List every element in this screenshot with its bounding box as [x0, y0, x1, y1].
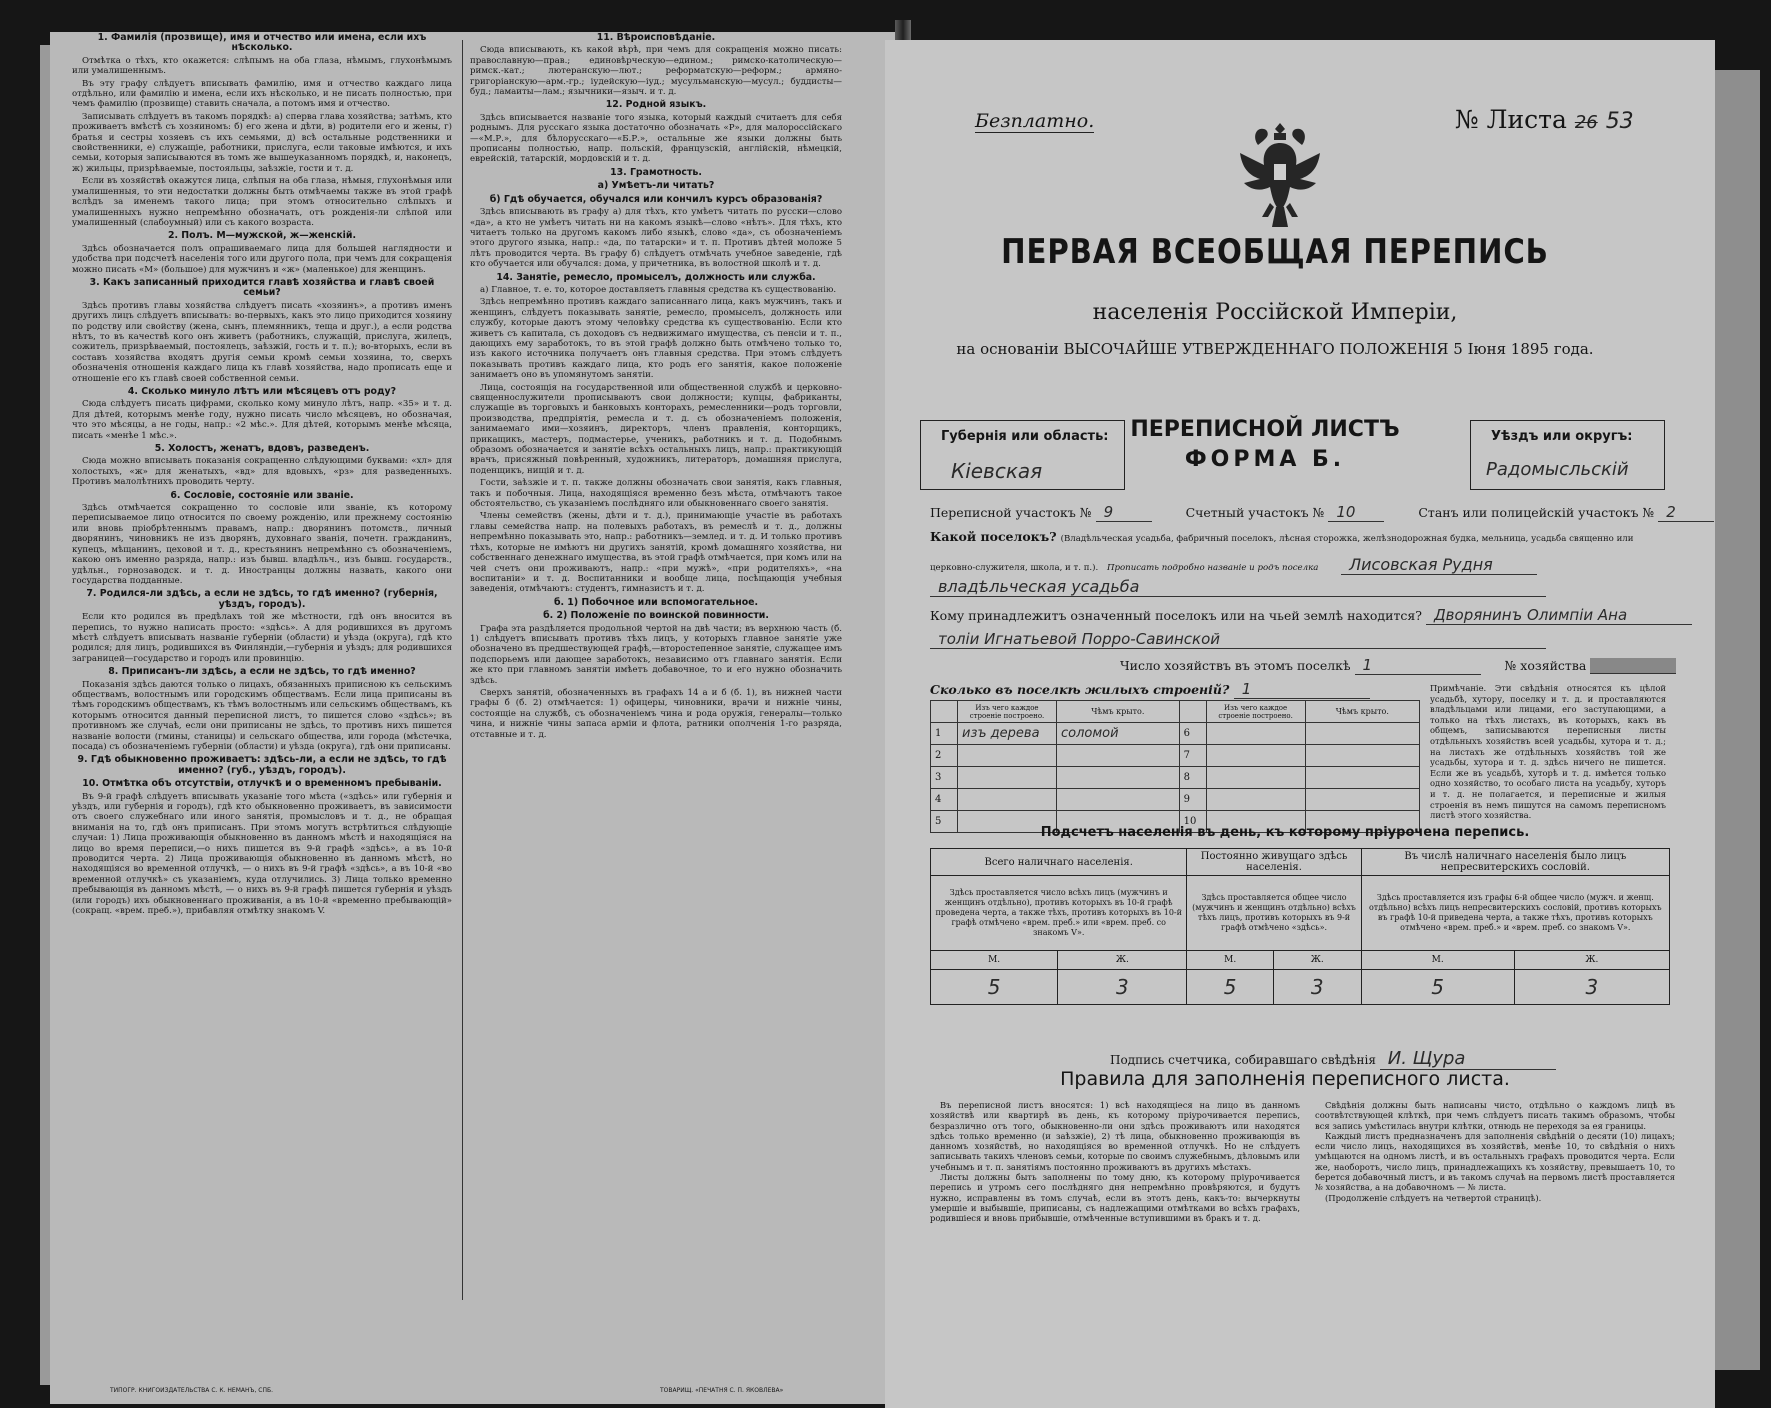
- printer-imprint-left: ТИПОГР. КНИГОИЗДАТЕЛЬСТВА С. К. НЕМАНЪ, СПБ.: [110, 1387, 274, 1394]
- count-section-value: 10: [1328, 503, 1384, 522]
- district-box: [1470, 420, 1665, 490]
- calc-column-heading: Всего наличнаго населенія.: [931, 849, 1187, 876]
- building-roof: [1057, 745, 1180, 767]
- double-headed-eagle-icon: [1230, 115, 1330, 235]
- instruction-paragraph: Сюда можно вписывать показанія сокращенно слѣдующими буквами: «хл» для холостыхъ, «ж» для женатыхъ, «вд» для вдовыхъ, «рз» для разведенныхъ. Противъ малолѣтнихъ проводить черту.: [72, 456, 452, 488]
- section-heading: б. 1) Побочное или вспомогательное.: [553, 596, 759, 608]
- section-heading: а) Умѣетъ-ли читать?: [597, 180, 715, 192]
- form-title: ПЕРВАЯ ВСЕОБЩАЯ ПЕРЕПИСЬ: [1001, 232, 1549, 272]
- building-number: 3: [931, 767, 958, 789]
- male-count: 5: [1187, 970, 1273, 1005]
- instruction-paragraph: Графа эта раздѣляется продольной чертой на двѣ части; въ верхнюю часть (б. 1) слѣдуетъ вписывать противъ тѣхъ лицъ, у которыхъ главное занятіе уже обозначено въ предшествующей графѣ,—второстепенное занятіе, служащее имъ подспорьемъ или дающее заработокъ, независимо отъ главнаго занятія. Если же кто при главномъ занятіи имѣетъ добавочное, то и его нужно обозначить здѣсь.: [470, 623, 842, 686]
- building-material: [958, 789, 1057, 811]
- sections-row: [930, 503, 1714, 522]
- rules-title: Правила для заполненія переписного листа.: [1060, 1068, 1510, 1090]
- col-roof-left: Чѣмъ крыто.: [1057, 701, 1180, 723]
- owner-value: Дворянинъ Олимпіи Ана: [1426, 606, 1692, 625]
- section-heading: б. 2) Положеніе по воинской повинности.: [543, 610, 769, 622]
- household-number-smudged: [1590, 658, 1676, 674]
- rules-column-right: [1315, 1100, 1675, 1203]
- building-number: 8: [1179, 767, 1206, 789]
- col-roof-right: Чѣмъ крыто.: [1305, 701, 1419, 723]
- instruction-paragraph: Сюда вписывають, къ какой вѣрѣ, при чемъ для сокращенія можно писать: православную—прав.; единовѣрческую—едином.; римско-католическую—римск.-кат.; лютеранскую—лют.; реформатскую—реформ.; армяно-григоріанскую—арм.-гр.; іудейскую—іуд.; мусульманскую—мусул.; буддисты—буд.; ламаиты—лам.; язычники—языч. и т. д.: [470, 45, 842, 98]
- female-count: 3: [1514, 970, 1669, 1005]
- section-heading: 14. Занятіе, ремесло, промыселъ, должность или служба.: [496, 271, 816, 283]
- district-value: Радомысльскій: [1486, 459, 1629, 480]
- building-material: изъ дерева: [958, 723, 1057, 745]
- settlement-row-2: [930, 555, 1537, 575]
- col-material-right: Изъ чего каждое строеніе построено.: [1206, 701, 1305, 723]
- building-material: [1206, 767, 1305, 789]
- households-row: [1120, 656, 1676, 675]
- female-count: 3: [1058, 970, 1187, 1005]
- section-heading: 7. Родился-ли здѣсь, а если не здѣсь, то гдѣ именно? (губернія, уѣздъ, городъ).: [86, 588, 438, 610]
- instructions-column-2: [470, 30, 842, 742]
- male-count: 5: [931, 970, 1058, 1005]
- population-count-title: Подсчетъ населенія въ день, къ которому пріурочена перепись.: [1040, 825, 1530, 840]
- enumerator-signature: [1110, 1048, 1556, 1070]
- calc-column-heading: Въ числѣ наличнаго населенія было лицъ непресвитерскихъ сословій.: [1361, 849, 1669, 876]
- free-of-charge-label: Безплатно.: [975, 110, 1095, 132]
- section-heading: 12. Родной языкъ.: [605, 99, 707, 111]
- settlement-row: [930, 529, 1634, 544]
- settlement-value: Лисовская Рудня: [1341, 555, 1537, 575]
- male-label: М.: [931, 951, 1058, 970]
- buildings-table-row: [931, 723, 1420, 745]
- instruction-paragraph: Записывать слѣдуетъ въ такомъ порядкѣ: а) сперва глава хозяйства; затѣмъ, кто проживаетъ вмѣстѣ съ хозяиномъ: б) его жена и дѣти, в) родители его и жены, г) братья и сестры хозяевъ съ ихъ семьями, д) всѣ остальные родственники и свойственники, е) служащіе, работники, прислуга, если таковые имѣются, и ихъ семьи, которыя записываются въ томъ же вышеуказанномъ порядкѣ, и, наконецъ, ж) жильцы, призрѣваемые, постояльцы, заѣзжіе, гости и т. д.: [72, 111, 452, 174]
- form-type: ФОРМА Б.: [1184, 447, 1346, 472]
- buildings-table-row: [931, 789, 1420, 811]
- camp-label: Станъ или полицейскій участокъ №: [1418, 505, 1655, 520]
- settlement-hint-3: Прописать подробно названіе и родъ поселка: [1106, 563, 1319, 573]
- province-label: Губернія или область:: [941, 429, 1109, 444]
- buildings-row: [930, 680, 1370, 699]
- female-label: Ж.: [1058, 951, 1187, 970]
- instruction-paragraph: Сверхъ занятій, обозначенныхъ въ графахъ 14 а и б (б. 1), въ нижней части графы б (б. 2) отмѣчается: 1) офицеры, чиновники, врачи и нижніе чины, состоящіе на службѣ, съ обозначеніемъ чина и рода оружія, генералы—только чина, и нижніе чины запаса арміи и флота, ратники ополченія 1-го разряда, отставные и т. д.: [470, 687, 842, 740]
- instruction-paragraph: Здѣсь вписывается названіе того языка, который каждый считаетъ для себя роднымъ. Для русскаго языка достаточно обозначать «Р», для малороссійскаго—«М.Р.», для бѣлорусскаго—«Б.Р.», остальные же языки должны быть прописаны полностью, напр. польскій, французскій, англійскій, нѣмецкій, еврейскій, татарскій, мордовскій и т. д.: [470, 112, 842, 165]
- households-label: Число хозяйствъ въ этомъ поселкѣ: [1120, 658, 1351, 673]
- household-number-label: № хозяйства: [1504, 658, 1587, 673]
- buildings-table: [930, 700, 1420, 833]
- section-heading: 1. Фамилія (прозвище), имя и отчество или имена, если ихъ нѣсколько.: [97, 32, 427, 54]
- building-roof: [1305, 723, 1419, 745]
- signature-label: Подпись счетчика, собиравшаго свѣдѣнія: [1110, 1053, 1376, 1067]
- instruction-paragraph: Гости, заѣзжіе и т. п. также должны обозначать свои занятія, какъ главныя, такъ и побочныя. Лица, находящіяся временно безъ мѣста, отмѣчаютъ такое обстоятельство, съ указаніемъ послѣдняго или обыкновеннаго своего занятія.: [470, 478, 842, 510]
- sheet-number-label: № Листа: [1455, 105, 1567, 134]
- section-heading: 8. Приписанъ-ли здѣсь, а если не здѣсь, то гдѣ именно?: [108, 666, 416, 678]
- male-label: М.: [1187, 951, 1273, 970]
- section-heading: 5. Холостъ, женатъ, вдовъ, разведенъ.: [154, 443, 370, 455]
- camp-value: 2: [1658, 503, 1714, 522]
- section-heading: 11. Вѣроисповѣданіе.: [596, 32, 716, 43]
- male-count: 5: [1361, 970, 1514, 1005]
- building-number: 6: [1179, 723, 1206, 745]
- instruction-paragraph: Здѣсь вписывають въ графу а) для тѣхъ, кто умѣетъ читать по русски—слово «да», а кто не умѣетъ читать ни на какомъ языкѣ—слово «нѣтъ». Для тѣхъ, кто читаетъ только на другомъ какомъ либо языкѣ, слово «да», съ обозначеніемъ этого другого языка, напр.: «да, по татарски» и т. п. Противъ дѣтей моложе 5 лѣтъ проводится черта. Въ графу б) слѣдуетъ отмѣчать учебное заведеніе, гдѣ кто обучается или обучался: дома, у причетника, въ волостной школѣ и т. д.: [470, 207, 842, 270]
- building-number: 5: [931, 811, 958, 833]
- section-heading: 4. Сколько минуло лѣтъ или мѣсяцевъ отъ роду?: [127, 386, 397, 397]
- buildings-label: Сколько въ поселкѣ жилыхъ строеній?: [930, 682, 1230, 697]
- legal-basis: на основаніи ВЫСОЧАЙШЕ УТВЕРЖДЕННАГО ПОЛОЖЕНІЯ 5 Іюня 1895 года.: [956, 340, 1594, 358]
- building-roof: [1057, 789, 1180, 811]
- building-number: 2: [931, 745, 958, 767]
- district-label: Уѣздъ или округъ:: [1491, 429, 1633, 444]
- section-heading: 9. Гдѣ обыкновенно проживаетъ: здѣсь-ли, а если не здѣсь, то гдѣ именно? (губ., уѣздъ, городъ).: [77, 754, 447, 776]
- building-number: 4: [931, 789, 958, 811]
- col-material-left: Изъ чего каждое строеніе построено.: [958, 701, 1057, 723]
- settlement-value-2: владѣльческая усадьба: [930, 577, 1546, 597]
- building-roof: [1305, 767, 1419, 789]
- instruction-paragraph: Отмѣтка о тѣхъ, кто окажется: слѣпымъ на оба глаза, нѣмымъ, глухонѣмымъ или умалишеннымъ.: [72, 55, 452, 77]
- building-roof: [1305, 745, 1419, 767]
- owner-row-2: [930, 630, 1546, 649]
- rules-paragraph: Свѣдѣнія должны быть написаны чисто, отдѣльно о каждомъ лицѣ въ соотвѣтствующей клѣткѣ, при чемъ слѣдуетъ писать такимъ образомъ, чтобы вся запись умѣстилась внутри клѣтки, отнюдь не переходя за ея границы.: [1315, 1100, 1675, 1131]
- section-heading: 2. Полъ. М—мужской, ж—женскій.: [167, 230, 357, 242]
- owner-row: [930, 606, 1692, 625]
- buildings-table-header: [931, 701, 1420, 723]
- calc-column-description: Здѣсь проставляется изъ графы 6-й общее число (мужч. и женщ. отдѣльно) всѣхъ лицъ непресвитерскихъ сословій, противъ которыхъ въ графѣ 10-й приведена черта, а также тѣхъ, противъ которыхъ отмѣчено «врем. преб.» и «врем. преб. со знакомъ V».: [1361, 876, 1669, 951]
- buildings-note: Примѣчаніе. Эти свѣдѣнія относятся къ цѣлой усадьбѣ, хутору, поселку и т. д. и проставляются владѣльцами или лицами, его заступающими, а только на тѣхъ листахъ, въ которыхъ, какъ въ общемъ, записываются переписныя листы отдѣльныхъ хозяйствъ всей усадьбы, хутора и т. д.; на листахъ же отдѣльныхъ хозяйствъ той же усадьбы, хутора и т. д. здѣсь ничего не пишется. Если же въ усадьбѣ, хуторѣ и т. д. имѣется только одно хозяйство, то особаго листа на усадьбу, хуторъ и т. д. не полагается, и переписные и жилыя строенія въ немъ пишутся на самомъ переписномъ листѣ этого хозяйства.: [1430, 683, 1666, 821]
- building-roof: соломой: [1057, 723, 1180, 745]
- buildings-table-row: [931, 767, 1420, 789]
- count-section-label: Счетный участокъ №: [1185, 505, 1325, 520]
- settlement-label: Какой поселокъ?: [930, 529, 1057, 544]
- households-value: 1: [1355, 656, 1481, 675]
- section-heading: б) Гдѣ обучается, обучался или кончилъ курсъ образованія?: [489, 193, 823, 205]
- building-number: 7: [1179, 745, 1206, 767]
- instruction-paragraph: Въ 9-й графѣ слѣдуетъ вписывать указаніе того мѣста («здѣсь» или губернія и уѣздъ, или губернія и городъ), гдѣ кто обыкновенно проживаетъ, въ зависимости отъ своего служебнаго или иного занятія, промысловъ и т. д., не обращая вниманія на то, гдѣ онъ приписанъ. При этомъ могутъ встрѣтиться слѣдующіе случаи: 1) Лица проживающія обыкновенно въ данномъ мѣстѣ и находящіяся на лицо во время переписи,—о нихъ пишется въ 9-й графѣ «здѣсь», а въ 10-й проводится черта. 2) Лица проживающія обыкновенно въ данномъ мѣстѣ, но находящіяся во временной отлучкѣ, — о нихъ въ 9-й графѣ «здѣсь», а въ 10-й «во временной отлучкѣ» съ указаніемъ, куда отлучились. 3) Лица только временно пребывающія въ данномъ мѣстѣ, — о нихъ въ 9-й графѣ пишется губернія и уѣздъ (или городъ) ихъ обыкновеннаго проживанія, а въ 10-й «временно пребывающій» (сокращ. «врем. преб.»), прибавляя отмѣтку знакомъ V.: [72, 791, 452, 917]
- instruction-paragraph: Лица, состоящія на государственной или общественной службѣ и церковно-священнослужители прописываютъ свои должности; купцы, фабриканты, служащіе въ торговыхъ и банковыхъ конторахъ, ремесленники—родъ торговли, производства, предпріятія, ремесла и т. д. съ обозначеніемъ положенія, занимаемаго ими—хозяинъ, директоръ, членъ правленія, конторщикъ, прикащикъ, мастеръ, подмастерье, ученикъ, работникъ и т. д. Подобнымъ образомъ обозначается и занятіе всѣхъ остальныхъ лицъ, напр.: практикующій врачъ, присяжный повѣренный, художникъ, литераторъ, домашняя прислуга, поденщикъ, нищій и т. д.: [470, 382, 842, 476]
- rules-column-left: [930, 1100, 1300, 1224]
- rules-paragraph: Листы должны быть заполнены по тому дню, къ которому пріурочивается перепись и утромъ сего послѣдняго дня непремѣнно провѣряются, и будутъ нужно, исправлены въ томъ случаѣ, если въ этотъ день, какъ-то: вычеркнуты умершіе и выбывшіе, приписаны, съ надлежащими отмѣтками во всѣхъ графахъ, родившіеся и вновь прибывшіе, отмѣченные вступившими въ бракъ и т. д.: [930, 1172, 1300, 1224]
- sheet-number-handwritten: 53: [1605, 109, 1634, 134]
- building-material: [958, 745, 1057, 767]
- buildings-table-row: [931, 745, 1420, 767]
- rules-paragraph: (Продолженіе слѣдуетъ на четвертой страницѣ).: [1325, 1192, 1542, 1203]
- calc-column-description: Здѣсь проставляется общее число (мужчинъ и женщинъ отдѣльно) всѣхъ тѣхъ лицъ, противъ которыхъ въ 9-й графѣ отмѣчено «здѣсь».: [1187, 876, 1361, 951]
- female-label: Ж.: [1514, 951, 1669, 970]
- building-material: [1206, 745, 1305, 767]
- instruction-paragraph: Если въ хозяйствѣ окажутся лица, слѣпыя на оба глаза, нѣмыя, глухонѣмыя или умалишенныя, то эти недостатки должны быть отмѣчаемы также въ этой графѣ вслѣдъ за именемъ такого лица; при этомъ относительно слѣпыхъ и умалишенныхъ нужно непремѣнно обозначать, отъ рожденія-ли слѣпой или умалишенный (слабоумный) или съ какого возраста.: [72, 176, 452, 228]
- building-number: 10: [1179, 811, 1206, 833]
- census-section-value: 9: [1096, 503, 1152, 522]
- settlement-row-3: [930, 577, 1546, 597]
- instruction-paragraph: Здѣсь отмѣчается сокращенно то сословіе или званіе, къ которому переписываемое лицо относится по своему рожденію, или прежнему состоянію или вновь пріобрѣтеннымъ правамъ, напр.: дворянинъ потомств., личный дворянинъ, чиновникъ не изъ дворянъ, духовнаго званія, почетн. гражданинъ, купецъ, мѣщанинъ, цеховой и т. д., крестьянинъ непремѣнно съ обозначеніемъ, какою онъ именно разряда, напр.: изъ бывш. владѣльч., изъ бывш. государств., удѣльн., горнозаводск. и т. д. Иностранцы должны назвать, какого они государства подданные.: [72, 503, 452, 586]
- column-divider: [462, 40, 463, 1300]
- province-value: Кіевская: [951, 459, 1043, 483]
- building-roof: [1057, 767, 1180, 789]
- instruction-paragraph: Члены семействъ (жены, дѣти и т. д.), принимающіе участіе въ работахъ главы семейства напр. на полевыхъ работахъ, въ ремеслѣ и т. д., должны непремѣнно показывать это, напр.: работникъ—землед. и т. д. И только противъ тѣхъ, которые не имѣютъ ни другихъ занятій, кромѣ домашняго хозяйства, ни собственнаго денежнаго имущества, въ этой графѣ отмѣчается, при комъ или на чей счетъ они проживаютъ, напр.: «при мужѣ», «при родителяхъ», «на воспитаніи» и т. д. Воспитанники и вообще лица, посѣщающія учебныя заведенія, отмѣчаютъ: студентъ, гимназистъ и т. д.: [470, 511, 842, 595]
- rules-paragraph: Каждый листъ предназначенъ для заполненія свѣдѣній о десяти (10) лицахъ; если число лицъ, находящихся въ хозяйствѣ, менѣе 10, то свѣдѣнія о нихъ умѣщаются на одномъ листѣ, и въ остальныхъ графахъ проводится черта. Если же, наоборотъ, число лицъ, принадлежащихъ къ хозяйству, превышаетъ 10, то берется добавочный листъ, и въ такомъ случаѣ на первомъ листѣ проставляется № хозяйства, а на добавочномъ — № листа.: [1315, 1130, 1675, 1193]
- instruction-paragraph: Здѣсь обозначается полъ опрашиваемаго лица для большей наглядности и удобства при подсчетѣ населенія того или другого пола, при чемъ для сокращенія можно писать «М» (большое) для мужчинъ и «ж» (маленькое) для женщинъ.: [72, 243, 452, 275]
- building-material: [1206, 789, 1305, 811]
- building-material: [958, 767, 1057, 789]
- instruction-paragraph: а) Главное, т. е. то, которое доставляетъ главныя средства къ существованію.: [480, 284, 837, 295]
- instruction-paragraph: Сюда слѣдуетъ писать цифрами, сколько кому минуло лѣтъ, напр. «35» и т. д. Для дѣтей, которымъ менѣе году, нужно писать число мѣсяцевъ, но обозначая, что это мѣсяцы, а не годы, напр.: «2 мѣс.». Для дѣтей, которымъ менѣе мѣсяца, писать «менѣе 1 мѣс.».: [72, 399, 452, 441]
- form-sheet-title: ПЕРЕПИСНОЙ ЛИСТЪ: [1130, 417, 1400, 442]
- calc-column-heading: Постоянно живущаго здѣсь населенія.: [1187, 849, 1361, 876]
- province-box: [920, 420, 1125, 490]
- instruction-paragraph: Здѣсь непремѣнно противъ каждаго записаннаго лица, какъ мужчинъ, такъ и женщинъ, слѣдуетъ показывать занятіе, ремесло, промыселъ, должность или службу, которые даютъ этому человѣку средства къ существованію. Если кто живетъ съ капитала, съ доходовъ съ недвижимаго имущества, съ пенсіи и т. п., дающихъ ему заработокъ, то въ этой графѣ должно быть отмѣчено только то, изъ какого источника получаетъ онъ главныя средства. При этомъ слѣдуетъ показывать противъ каждаго лица, кто родъ его занятія, какое положеніе занимаетъ оно въ упомянутомъ занятіи.: [470, 297, 842, 381]
- form-subtitle: населенія Россійской Имперіи,: [1092, 300, 1458, 325]
- rules-paragraph: Въ переписной листъ вносятся: 1) всѣ находящіеся на лицо въ данномъ хозяйствѣ или квартирѣ въ день, къ которому пріурочивается перепись, безразлично отъ того, обыкновенно-ли они здѣсь проживаютъ или находятся здѣсь только временно (и заѣзжіе), 2) тѣ лица, обыкновенно проживающія въ данномъ хозяйствѣ, но находящіяся во временной отлучкѣ. Но не слѣдуетъ записывать такихъ членовъ семьи, которые по своимъ служебнымъ, дѣловымъ или учебнымъ и т. п. занятіямъ постоянно проживаютъ въ другихъ мѣстахъ.: [930, 1100, 1300, 1172]
- buildings-value: 1: [1234, 680, 1370, 699]
- sheet-number: [1455, 105, 1634, 134]
- form-type-title: [1130, 415, 1400, 475]
- settlement-hint: (Владѣльческая усадьба, фабричный поселокъ, лѣсная сторожка, желѣзнодорожная будка, мельница, усадьба священно или: [1060, 534, 1634, 544]
- female-label: Ж.: [1273, 951, 1361, 970]
- signature-value: И. Щура: [1380, 1048, 1556, 1070]
- building-number: 1: [931, 723, 958, 745]
- female-count: 3: [1273, 970, 1361, 1005]
- census-section-label: Переписной участокъ №: [930, 505, 1092, 520]
- calc-column-description: Здѣсь проставляется число всѣхъ лицъ (мужчинъ и женщинъ отдѣльно), противъ которыхъ въ 10-й графѣ проведена черта, а также тѣхъ, противъ которыхъ въ 10-й графѣ отмѣчено «врем. преб.» или «врем. преб. со знакомъ V».: [931, 876, 1187, 951]
- instructions-column-1: [72, 30, 452, 919]
- building-material: [1206, 723, 1305, 745]
- owner-value-2: толіи Игнатьевой Порро-Савинской: [930, 630, 1546, 649]
- owner-label: Кому принадлежитъ означенный поселокъ или на чьей землѣ находится?: [930, 608, 1422, 623]
- building-roof: [1305, 789, 1419, 811]
- instruction-paragraph: Въ эту графу слѣдуетъ вписывать фамилію, имя и отчество каждаго лица отдѣльно, или фамилію и имена, если ихъ нѣсколько, и не писать полностью, при чемъ фамилію (прозвище) ставить сначала, а потомъ имя и отчество.: [72, 78, 452, 110]
- population-count-table: [930, 848, 1670, 1005]
- instruction-paragraph: Здѣсь противъ главы хозяйства слѣдуетъ писать «хозяинъ», а противъ именъ другихъ лицъ слѣдуетъ вписывать: во-первыхъ, какъ это лицо приходится хозяину по родству или свойству (жена, сынъ, племянникъ, теща и друг.), а если родства нѣтъ, то въ качествѣ кого онъ живетъ (работникъ, служащій, прислуга, жилецъ, сожитель, призрѣваемый, постоялецъ, заѣзжій, гость и т. п.); во-вторыхъ, если въ составъ хозяйства входятъ другія семьи кромѣ семьи хозяина, то, сверхъ обозначенія отношенія каждаго лица къ главѣ хозяйства, надо прописать еще и отношеніе его къ главѣ своей собственной семьи.: [72, 300, 452, 384]
- section-heading: 6. Сословіе, состояніе или званіе.: [170, 489, 354, 501]
- male-label: М.: [1361, 951, 1514, 970]
- instruction-paragraph: Если кто родился въ предѣлахъ той же мѣстности, гдѣ онъ вносится въ перепись, то нужно написать просто: «здѣсь». А для родившихся въ другомъ мѣстѣ слѣдуетъ вписывать названіе губерніи (области) и уѣзда (округа), гдѣ кто родился; для лицъ, родившихся въ Финляндіи,—губернія и уѣздъ; для родившихся заграницей—государство и городъ или провинцію.: [72, 612, 452, 664]
- building-number: 9: [1179, 789, 1206, 811]
- section-heading: 10. Отмѣтка объ отсутствіи, отлучкѣ и о временномъ пребываніи.: [82, 778, 442, 790]
- instruction-paragraph: Показанія здѣсь даются только о лицахъ, обязанныхъ приписною къ сельскимъ обществамъ, волостнымъ или городскимъ обществамъ. Если лица приписаны въ тѣмъ городскимъ обществамъ, къ тѣмъ волостнымъ или сельскимъ обществамъ, къ которымъ относится данный переписной листъ, то пишется слово «здѣсь»; въ противномъ же случаѣ, если они приписаны не здѣсь, то противъ нихъ пишется названіе волости (гмины, станицы) и сельскаго общества, или города (мѣстечка, посада) съ обозначеніемъ губерніи (области) и уѣзда (округа), гдѣ они приписаны.: [72, 679, 452, 752]
- settlement-hint-2: церковно-служителя, школа, и т. п.).: [930, 563, 1099, 573]
- section-heading: 3. Какъ записанный приходится главѣ хозяйства и главѣ своей семьи?: [89, 276, 435, 299]
- section-heading: 13. Грамотность.: [610, 166, 702, 178]
- printer-imprint-right: ТОВАРИЩ. «ПЕЧАТНЯ С. П. ЯКОВЛЕВА»: [660, 1387, 784, 1394]
- sheet-number-crossed: 26: [1574, 112, 1598, 133]
